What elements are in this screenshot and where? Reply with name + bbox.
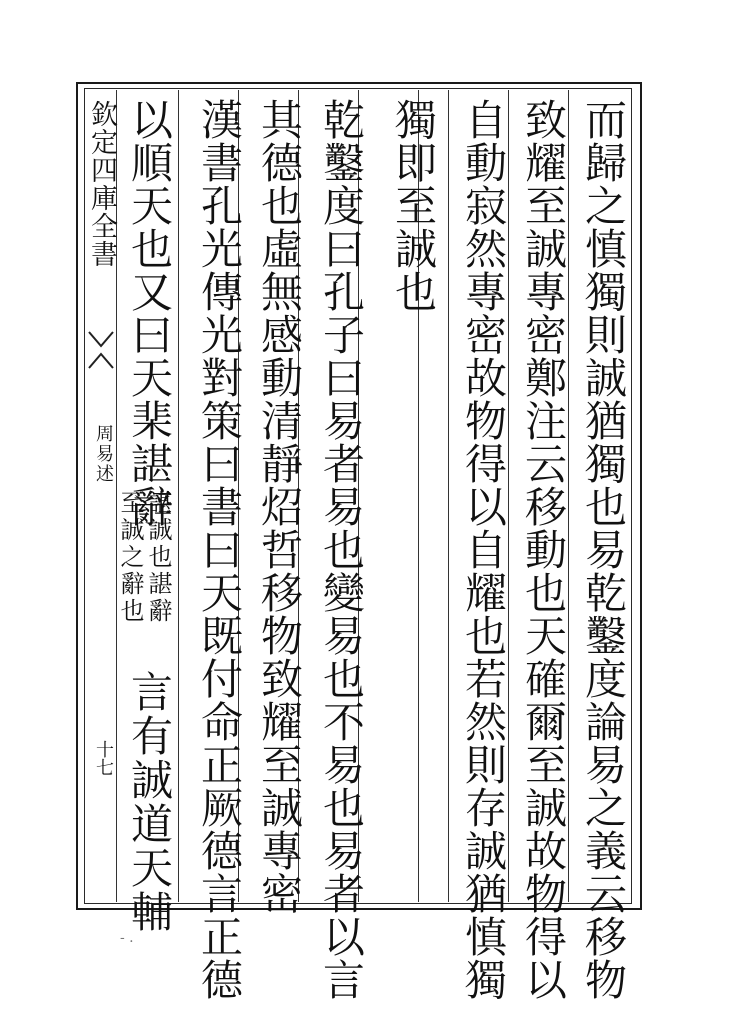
text-column: 乾鑿度曰孔子曰易者易也變易也不易也易者以言 [317,98,366,1001]
annotation-right: 諶誠也諶辭 [144,490,172,625]
text-column-continuation: 言有誠道天輔 [125,670,174,934]
column-rule [178,90,179,902]
text-column: 獨即至誠也 [389,98,438,313]
column-rule [568,90,569,902]
margin-page-number: 十七 [93,740,114,776]
page-edge-mark: - . [120,930,134,946]
text-column: 以順天也又曰天棐諶辭 [125,98,174,528]
text-column: 而歸之慎獨則誠猶獨也易乾鑿度論易之義云移物 [579,98,628,1001]
text-column: 漢書孔光傳光對策曰書曰天既付命正厥德言正德 [195,98,244,1001]
column-rule [448,90,449,902]
margin-book-title: 欽定四庫全書 [86,100,117,268]
text-column: 其德也虛無感動清靜炤哲移物致耀至誠專密 [255,98,304,915]
text-column: 致耀至誠專密鄭注云移動也天確爾至誠故物得以 [519,98,568,1001]
margin-chapter-title: 周易述 [93,424,114,484]
text-column: 自動寂然專密故物得以自耀也若然則存誠猶慎獨 [459,98,508,1001]
fishtail-mark-icon [88,330,114,370]
annotation-left: 至誠之辭也 [116,490,144,625]
column-rule [508,90,509,902]
